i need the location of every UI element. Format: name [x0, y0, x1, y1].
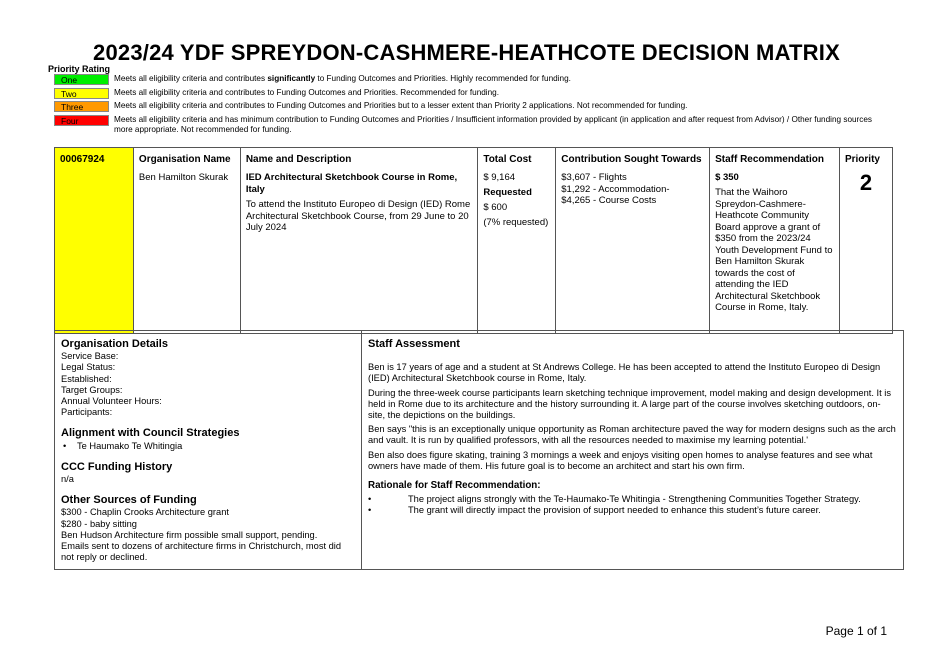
priority-one-desc-pre: Meets all eligibility criteria and contributes — [114, 74, 268, 83]
rationale-item — [368, 494, 897, 505]
header-total-cost: Total Cost — [478, 148, 556, 168]
page-title: 2023/24 YDF SPREYDON-CASHMERE-HEATHCOTE DECISION MATRIX — [93, 40, 840, 65]
rationale-item — [368, 505, 897, 516]
alignment-item — [61, 441, 355, 452]
priority-three-swatch: Three — [54, 101, 109, 112]
contribution-item: $1,292 - Accommodation- — [561, 183, 670, 195]
alignment-item-text: Te Haumako Te Whitingia — [77, 440, 183, 451]
org-field: Participants: — [61, 407, 113, 418]
alignment-heading: Alignment with Council Strategies — [61, 427, 240, 440]
ccc-funding-value: n/a — [61, 474, 74, 485]
staff-rec-text: That the Waihoro Spreydon-Cashmere-Heathcote Community Board approve a grant of $350 from the 2023/24 Youth Development Fund to Ben Hamilton Skurak towards the cost of attending the IED Architectural Sketchbook Course in Rome, Italy. — [715, 187, 833, 313]
priority-one-swatch: One — [54, 74, 109, 85]
header-staff-rec: Staff Recommendation — [710, 148, 840, 168]
assessment-paragraph: Ben says "this is an exceptionally unique opportunity as Roman architecture paved the way for modern designs such as the arch and vault. It is run by qualified professors, with all the resources needed to maximise my learning potential.' — [368, 424, 896, 446]
rationale-item-text: The project aligns strongly with the Te-Haumako-Te Whitingia - Strengthening Communities Together Strategy. — [408, 494, 861, 505]
staff-rec-cell — [710, 167, 840, 333]
staff-assessment-heading: Staff Assessment — [368, 338, 460, 350]
application-id: 00067924 — [55, 148, 134, 168]
total-cost-value: $ 9,164 — [483, 172, 516, 183]
org-field: Service Base: — [61, 351, 119, 362]
priority-legend-row — [54, 101, 884, 112]
assessment-paragraph: During the three-week course participants learn sketching technique improvement, model making and design development. It is held in Rome due to its architecture and the history surrounding it. A large part of the course involves sketching outdoors, on-site, the depictions on the buildings. — [368, 387, 891, 421]
org-field: Annual Volunteer Hours: — [61, 396, 162, 407]
requested-amount: $ 600 — [483, 202, 508, 213]
org-field: Legal Status: — [61, 362, 116, 373]
priority-four-desc: Meets all eligibility criteria and has minimum contribution to Funding Outcomes and Priorities / Insufficient information provided by applicant (in application and after request from Advisor) / Other funding sources more appropriate. Not recommended for funding. — [114, 114, 873, 134]
priority-legend-row — [54, 115, 884, 135]
contribution-item: $4,265 - Course Costs — [561, 195, 657, 206]
rationale-item-text: The grant will directly impact the provision of support needed to enhance this student’s future career. — [408, 505, 821, 516]
priority-legend-row — [54, 74, 884, 85]
priority-cell — [839, 167, 892, 333]
requested-percent: (7% requested) — [483, 217, 549, 228]
decision-matrix-table — [54, 147, 893, 334]
header-name-desc: Name and Description — [240, 148, 478, 168]
total-cost-cell — [478, 167, 556, 333]
org-field: Target Groups: — [61, 384, 123, 395]
header-contribution: Contribution Sought Towards — [556, 148, 710, 168]
priority-legend-row — [54, 88, 884, 99]
other-funding-item: Emails sent to dozens of architecture firms in Christchurch, most did not reply or declined. — [61, 541, 342, 563]
project-title: IED Architectural Sketchbook Course in Rome, Italy — [245, 172, 458, 195]
assessment-paragraph: Ben is 17 years of age and a student at St Andrews College. He has been accepted to attend the Instituto Europeo di Design (IED) Architectural Sketchbook course in Rome, Italy. — [368, 362, 881, 384]
details-section — [54, 330, 904, 570]
priority-one-desc-post: to Funding Outcomes and Priorities. Highly recommended for funding. — [315, 74, 571, 83]
other-funding-heading: Other Sources of Funding — [61, 494, 197, 507]
bullet-icon: • — [63, 440, 67, 451]
name-desc-cell — [240, 167, 478, 333]
other-funding-item: $300 - Chaplin Crooks Architecture grant — [61, 507, 229, 518]
priority-two-swatch: Two — [54, 88, 109, 99]
priority-four-swatch: Four — [54, 115, 109, 126]
matrix-body-row — [55, 167, 893, 333]
priority-one-desc — [114, 74, 884, 84]
priority-rating-heading: Priority Rating — [48, 64, 111, 74]
rationale-heading: Rationale for Staff Recommendation: — [368, 480, 541, 492]
staff-rec-amount: $ 350 — [715, 172, 739, 183]
page-number: Page 1 of 1 — [825, 624, 887, 638]
bullet-icon: • — [368, 494, 372, 505]
other-funding-item: Ben Hudson Architecture firm possible small support, pending. — [61, 529, 318, 540]
priority-rating-legend — [54, 74, 884, 137]
priority-one-desc-bold: significantly — [267, 74, 316, 83]
priority-value: 2 — [859, 170, 873, 195]
contribution-item: $3,607 - Flights — [561, 172, 627, 183]
priority-three-desc: Meets all eligibility criteria and contributes to Funding Outcomes and Priorities but to a lesser extent than Priority 2 applications. Not recommended for funding. — [114, 101, 688, 110]
project-description: To attend the Instituto Europeo di Design (IED) Rome Architectural Sketchbook Course, from 29 June to 20 July 2024 — [245, 199, 471, 233]
requested-label: Requested — [483, 187, 532, 198]
bullet-icon: • — [368, 505, 372, 516]
matrix-header-row — [55, 148, 893, 168]
other-funding-item: $280 - baby sitting — [61, 518, 137, 529]
ccc-funding-heading: CCC Funding History — [61, 460, 173, 473]
header-org-name: Organisation Name — [133, 148, 240, 168]
contribution-cell — [556, 167, 710, 333]
organisation-details-panel — [55, 331, 362, 569]
priority-two-desc: Meets all eligibility criteria and contributes to Funding Outcomes and Priorities. Recommended for funding. — [114, 87, 500, 97]
staff-assessment-panel — [362, 331, 903, 569]
assessment-paragraph: Ben also does figure skating, training 3 mornings a week and enjoys visiting open homes to analyse features and see what owners have made of them. His future goal is to become an architect and start his own firm. — [368, 449, 873, 471]
org-details-heading: Organisation Details — [61, 338, 168, 350]
header-priority: Priority — [839, 148, 892, 168]
org-name-cell: Ben Hamilton Skurak — [133, 167, 240, 333]
org-field: Established: — [61, 373, 112, 384]
id-cell — [55, 167, 134, 333]
